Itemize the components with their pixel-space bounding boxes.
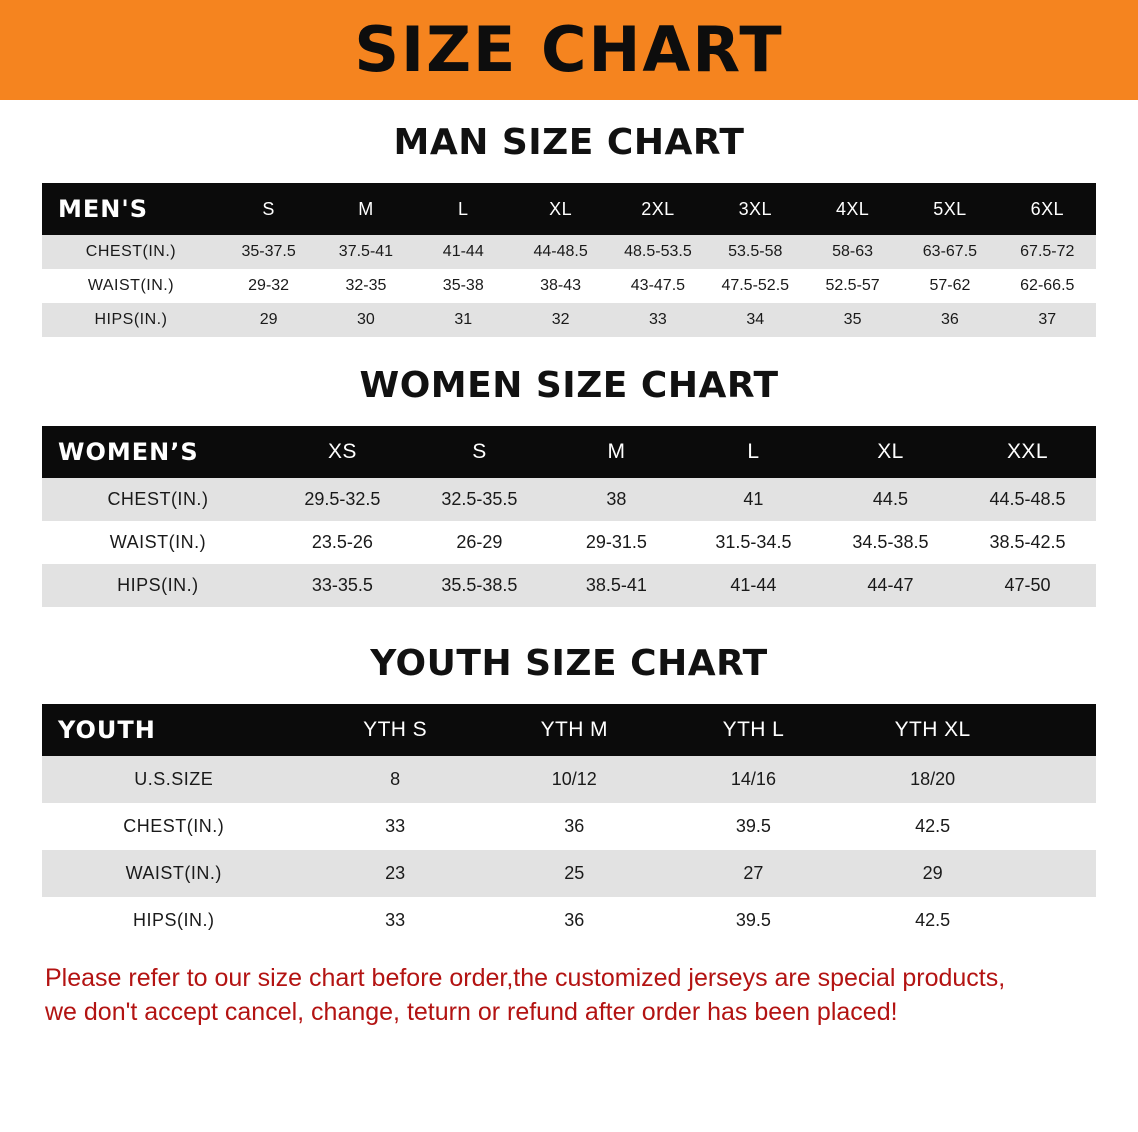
women-cell: 29.5-32.5 — [304, 489, 381, 509]
man-cell: 33 — [649, 311, 667, 328]
youth-row-label: U.S.SIZE — [134, 769, 214, 789]
youth-cell: 18/20 — [910, 769, 956, 789]
man-cell: 41-44 — [442, 243, 484, 260]
youth-table-body — [42, 756, 1096, 944]
table-row — [42, 850, 1096, 897]
youth-cell: 23 — [385, 863, 406, 883]
man-col-header: 4XL — [835, 198, 870, 219]
women-col-header: M — [607, 440, 626, 463]
man-cell: 37 — [1038, 311, 1057, 328]
youth-size-table — [42, 704, 1096, 944]
youth-cell: 36 — [564, 816, 585, 836]
women-cell: 29-31.5 — [585, 532, 647, 552]
man-cell: 48.5-53.5 — [624, 243, 692, 260]
women-cell: 38.5-41 — [585, 575, 647, 595]
women-cell: 34.5-38.5 — [852, 532, 929, 552]
youth-cell: 14/16 — [730, 769, 776, 789]
youth-table-header — [42, 704, 1096, 756]
table-row — [42, 269, 1096, 303]
man-table-header — [42, 183, 1096, 235]
women-col-header: S — [472, 440, 487, 463]
table-row — [42, 521, 1096, 564]
youth-cell: 10/12 — [551, 769, 597, 789]
man-cell: 62-66.5 — [1020, 277, 1075, 294]
youth-header-spacer — [1022, 704, 1096, 756]
disclaimer-line-2: we don't accept cancel, change, teturn or refund after order has been placed! — [45, 997, 898, 1026]
man-cell: 37.5-41 — [338, 243, 394, 260]
women-cell: 38 — [606, 489, 627, 509]
table-row — [42, 897, 1096, 944]
man-col-header: 5XL — [933, 198, 967, 219]
man-cell: 38-43 — [540, 277, 582, 294]
women-cell: 44-47 — [867, 575, 914, 595]
women-size-table-wrapper — [42, 426, 1096, 607]
table-row — [42, 235, 1096, 269]
youth-cell-spacer — [1022, 803, 1096, 850]
man-row-label: CHEST(IN.) — [85, 243, 177, 260]
man-col-header: 6XL — [1030, 198, 1064, 219]
women-cell: 41 — [743, 489, 764, 509]
women-cell: 23.5-26 — [311, 532, 373, 552]
man-size-table-wrapper — [42, 183, 1096, 337]
man-col-header: 2XL — [641, 198, 675, 219]
women-cell: 31.5-34.5 — [715, 532, 792, 552]
table-header-row — [42, 183, 1096, 235]
women-cell: 47-50 — [1004, 575, 1051, 595]
disclaimer-note — [39, 962, 1099, 1030]
table-row — [42, 756, 1096, 803]
youth-cell: 36 — [564, 910, 585, 930]
man-corner-label: MEN'S — [58, 195, 148, 223]
youth-col-header: YTH M — [540, 718, 608, 741]
man-cell: 32-35 — [345, 277, 387, 294]
youth-row-label: WAIST(IN.) — [125, 863, 222, 883]
man-col-header: 3XL — [738, 198, 772, 219]
man-cell: 52.5-57 — [825, 277, 880, 294]
youth-row-label: HIPS(IN.) — [132, 910, 215, 930]
women-col-header: XS — [327, 440, 357, 463]
youth-cell: 27 — [743, 863, 764, 883]
youth-col-header: YTH XL — [894, 718, 971, 741]
women-cell: 26-29 — [456, 532, 503, 552]
man-col-header: L — [458, 198, 469, 219]
disclaimer-line-1: Please refer to our size chart before order,the customized jerseys are special products, — [45, 964, 1006, 992]
man-cell: 58-63 — [832, 243, 874, 260]
table-row — [42, 478, 1096, 521]
youth-cell: 29 — [922, 863, 943, 883]
page-title: SIZE CHART — [354, 13, 784, 86]
youth-cell-spacer — [1022, 897, 1096, 944]
youth-cell: 42.5 — [915, 816, 951, 836]
women-col-header: XXL — [1007, 440, 1048, 463]
women-col-header: L — [747, 440, 760, 463]
man-cell: 67.5-72 — [1020, 243, 1075, 260]
man-cell: 53.5-58 — [728, 243, 783, 260]
man-size-table — [42, 183, 1096, 337]
youth-col-header: YTH L — [722, 718, 785, 741]
women-cell: 41-44 — [730, 575, 777, 595]
youth-cell: 42.5 — [915, 910, 951, 930]
women-corner-label: WOMEN’S — [58, 438, 199, 466]
man-col-header: S — [262, 198, 275, 219]
man-cell: 35-38 — [442, 277, 484, 294]
youth-section-title: YOUTH SIZE CHART — [370, 643, 768, 684]
youth-cell-spacer — [1022, 756, 1096, 803]
man-cell: 57-62 — [929, 277, 971, 294]
table-header-row — [42, 426, 1096, 478]
man-cell: 31 — [454, 311, 473, 328]
women-section-title: WOMEN SIZE CHART — [359, 365, 779, 406]
youth-cell: 39.5 — [735, 910, 771, 930]
man-cell: 35 — [843, 311, 862, 328]
man-cell: 36 — [941, 311, 959, 328]
women-cell: 35.5-38.5 — [441, 575, 518, 595]
man-cell: 30 — [357, 311, 375, 328]
women-row-label: WAIST(IN.) — [109, 532, 207, 552]
table-row — [42, 803, 1096, 850]
youth-cell: 8 — [390, 769, 401, 789]
youth-size-table-wrapper — [42, 704, 1096, 944]
man-row-label: HIPS(IN.) — [94, 311, 168, 328]
youth-col-header: YTH S — [363, 718, 427, 741]
women-col-header: XL — [877, 440, 904, 463]
women-table-body — [42, 478, 1096, 607]
man-cell: 47.5-52.5 — [721, 277, 790, 294]
youth-cell: 33 — [385, 910, 406, 930]
women-table-header — [42, 426, 1096, 478]
women-cell: 33-35.5 — [311, 575, 373, 595]
man-cell: 63-67.5 — [922, 243, 978, 260]
man-cell: 34 — [746, 311, 765, 328]
man-cell: 29-32 — [248, 277, 290, 294]
women-cell: 32.5-35.5 — [441, 489, 518, 509]
page-banner — [0, 0, 1138, 100]
man-cell: 29 — [259, 311, 278, 328]
man-cell: 35-37.5 — [241, 243, 296, 260]
women-cell: 44.5-48.5 — [989, 489, 1066, 509]
man-row-label: WAIST(IN.) — [87, 277, 175, 294]
youth-cell: 25 — [564, 863, 585, 883]
table-row — [42, 564, 1096, 607]
youth-cell: 39.5 — [735, 816, 771, 836]
man-cell: 32 — [551, 311, 570, 328]
table-header-row — [42, 704, 1096, 756]
youth-row-label: CHEST(IN.) — [123, 816, 225, 836]
youth-cell-spacer — [1022, 850, 1096, 897]
man-table-body — [42, 235, 1096, 337]
man-cell: 44-48.5 — [533, 243, 588, 260]
women-size-table — [42, 426, 1096, 607]
man-col-header: XL — [549, 198, 572, 219]
man-section-title: MAN SIZE CHART — [393, 122, 745, 163]
women-cell: 38.5-42.5 — [989, 532, 1066, 552]
youth-corner-label: YOUTH — [58, 716, 156, 744]
women-row-label: CHEST(IN.) — [107, 489, 209, 509]
man-cell: 43-47.5 — [630, 277, 686, 294]
women-cell: 44.5 — [872, 489, 908, 509]
table-row — [42, 303, 1096, 337]
man-col-header: M — [358, 198, 374, 219]
youth-cell: 33 — [385, 816, 406, 836]
women-row-label: HIPS(IN.) — [117, 575, 199, 595]
